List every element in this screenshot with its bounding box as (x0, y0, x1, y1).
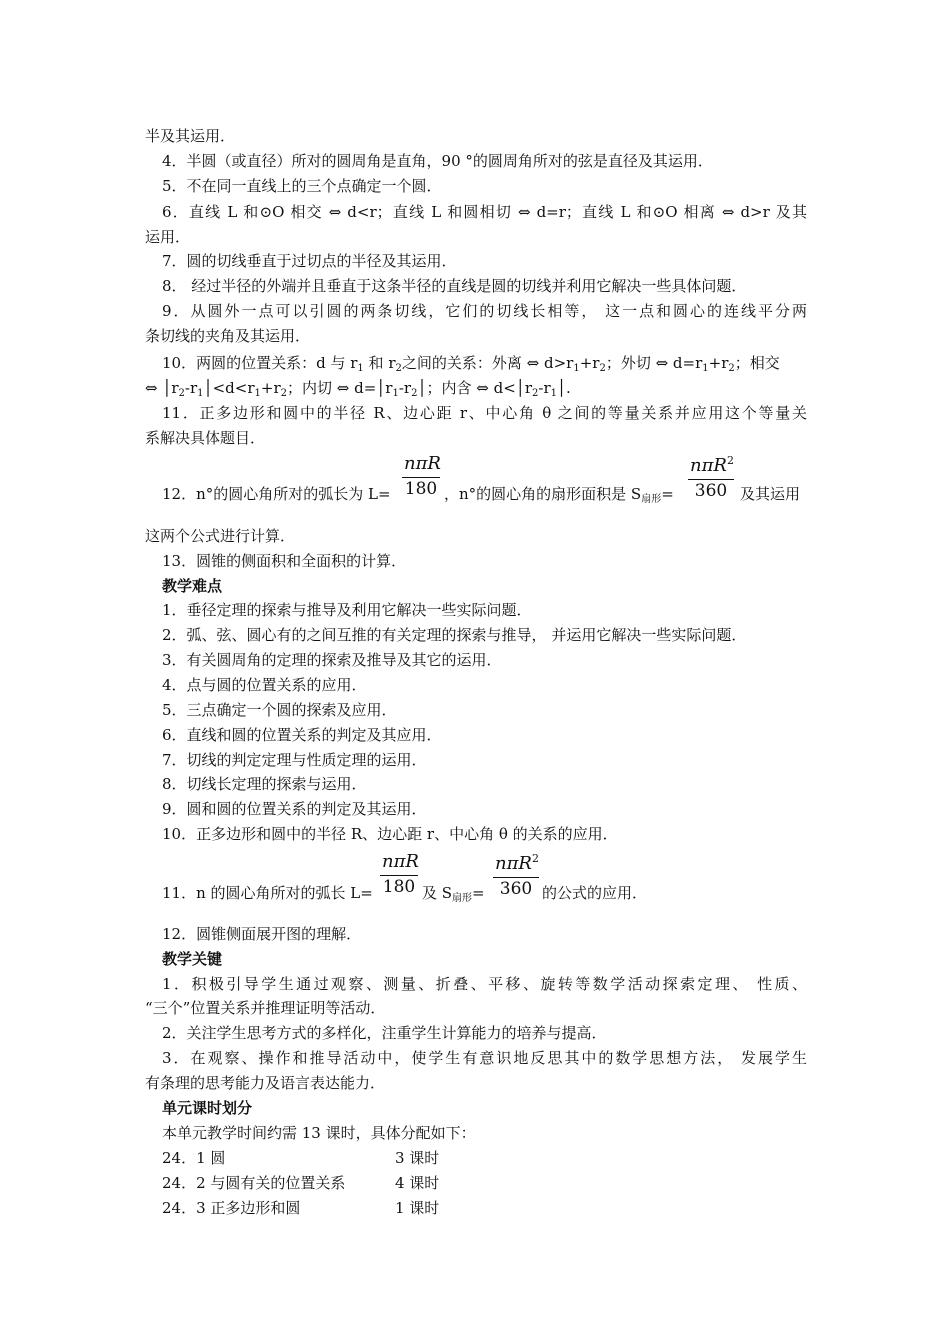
schedule-label: 24．2 与圆有关的位置关系 (162, 1174, 346, 1192)
text-fragment: -r (184, 379, 198, 397)
text-line: 8．切线长定理的探索与运用． (162, 775, 367, 793)
superscript: 2 (726, 454, 734, 467)
fraction-numerator: nπR (402, 453, 440, 478)
text-line: 有条理的思考能力及语言表达能力． (145, 1074, 386, 1092)
fraction-denominator: 180 (404, 479, 438, 499)
subscript: 扇形 (452, 893, 473, 904)
text-line: 9．圆和圆的位置关系的判定及其运用． (162, 800, 427, 818)
superscript: 2 (531, 852, 539, 865)
section-heading-difficulties: 教学难点 (162, 577, 223, 595)
text-fragment: +r (260, 379, 281, 397)
text-line: 3．有关圆周角的定理的探索及推导及其它的运用． (162, 651, 502, 669)
arc-length-fraction (380, 851, 418, 898)
schedule-hours: 4 课时 (395, 1174, 440, 1192)
section-heading-schedule: 单元课时划分 (162, 1099, 253, 1117)
fraction-numerator: nπR (380, 851, 418, 876)
text-fragment: 及 $S_{扇形}=$ (422, 884, 485, 904)
subscript: 2 (411, 388, 418, 399)
text-fragment: ；内切 ⇔ d=│r (287, 379, 393, 397)
schedule-label: 24．1 圆 (162, 1149, 226, 1167)
subscript: 2 (280, 388, 287, 399)
subscript: 2 (178, 388, 185, 399)
text-line: 系解决具体题目． (145, 429, 266, 447)
text-line: 1．积极引导学生通过观察、测量、折叠、平移、旋转等数学活动探索定理、 性质、 (162, 975, 807, 993)
text-line: 9．从圆外一点可以引圆的两条切线，它们的切线长相等， 这一点和圆心的连线平分两 (162, 302, 807, 320)
text-line-circle-relation (162, 353, 807, 379)
text-fragment: 12．n°的圆心角所对的弧长为 L= (162, 485, 391, 503)
fraction-denominator: 360 (499, 879, 533, 899)
text-line: 这两个公式进行计算． (145, 527, 296, 545)
text-fragment: │；内含 ⇔ d<│r (417, 379, 532, 397)
subscript: 2 (599, 363, 606, 374)
schedule-row (162, 1198, 827, 1218)
subscript: 1 (573, 363, 580, 374)
text-fragment: ；相交 (734, 354, 780, 372)
text-fragment: 10．两圆的位置关系：d 与 r (162, 354, 358, 372)
text-line: 半及其运用． (145, 127, 236, 145)
fraction-numerator: nπR (690, 455, 727, 476)
text-line: 6．直线和圆的位置关系的判定及其应用． (162, 726, 442, 744)
text-fragment: 及其运用 (740, 485, 801, 503)
schedule-hours: 3 课时 (395, 1149, 440, 1167)
text-fragment: │<d<r (203, 379, 255, 397)
subscript: 2 (728, 363, 735, 374)
subscript: 1 (392, 388, 399, 399)
subscript: 2 (532, 388, 539, 399)
subscript: 1 (357, 363, 364, 374)
text-line: 10．正多边形和圆中的半径 R、边心距 r、中心角 θ 的关系的应用． (162, 825, 618, 843)
text-fragment: ⇔ │r (145, 379, 179, 397)
text-fragment: 之间的关系：外离 ⇔ d>r (401, 354, 574, 372)
text-line: 4．半圆（或直径）所对的圆周角是直角，90 °的圆周角所对的弦是直径及其运用． (162, 152, 713, 170)
text-line: 5．不在同一直线上的三个点确定一个圆． (162, 177, 442, 195)
subscript: 1 (702, 363, 709, 374)
section-heading-key-points: 教学关键 (162, 950, 223, 968)
text-line: 3．在观察、操作和推导活动中，使学生有意识地反思其中的数学思想方法， 发展学生 (162, 1049, 807, 1067)
text-line: 2．弧、弦、圆心有的之间互推的有关定理的探索与推导， 并运用它解决一些实际问题． (162, 626, 747, 644)
text-line: 13．圆锥的侧面积和全面积的计算． (162, 552, 407, 570)
text-fragment: 的公式的应用． (542, 884, 648, 902)
text-fragment: 和 r (363, 354, 396, 372)
text-fragment: +r (708, 354, 729, 372)
text-line: 6．直线 L 和⊙O 相交 ⇔ d<r；直线 L 和圆相切 ⇔ d=r；直线 L 和⊙O 相离 ⇔ d>r 及其 (162, 203, 807, 221)
schedule-row (162, 1148, 827, 1168)
sector-area-fraction (493, 848, 539, 900)
text-line: 7．切线的判定定理与性质定理的运用． (162, 751, 427, 769)
sector-area-fraction (688, 450, 734, 502)
text-fragment: -r (398, 379, 412, 397)
fraction-denominator: 360 (694, 481, 728, 501)
text-line: 7．圆的切线垂直于过切点的半径及其运用． (162, 252, 457, 270)
text-line: 1．垂径定理的探索与推导及利用它解决一些实际问题． (162, 601, 532, 619)
text-line: 本单元教学时间约需 13 课时，具体分配如下： (162, 1124, 476, 1142)
schedule-hours: 1 课时 (395, 1199, 440, 1217)
text-fragment: ，n°的圆心角的扇形面积是 $S_{扇形}=$ (444, 485, 674, 505)
text-fragment: │. (557, 379, 571, 397)
text-fragment: +r (579, 354, 600, 372)
schedule-label: 24．3 正多边形和圆 (162, 1199, 301, 1217)
text-line: 12．圆锥侧面展开图的理解． (162, 925, 362, 943)
subscript: 1 (197, 388, 204, 399)
text-line: 运用． (145, 228, 191, 246)
text-line: 2．关注学生思考方式的多样化，注重学生计算能力的培养与提高． (162, 1024, 607, 1042)
fraction-denominator: 180 (382, 877, 416, 897)
subscript: 1 (254, 388, 261, 399)
fraction-numerator: nπR (495, 853, 532, 874)
arc-length-fraction (402, 453, 440, 500)
schedule-row (162, 1173, 827, 1193)
text-line: 11．正多边形和圆中的半径 R、边心距 r、中心角 θ 之间的等量关系并应用这个等量关 (162, 404, 807, 422)
text-fragment: 11．n 的圆心角所对的弧长 L= (162, 884, 373, 902)
text-line: 条切线的夹角及其运用． (145, 327, 311, 345)
text-line: 8． 经过半径的外端并且垂直于这条半径的直线是圆的切线并利用它解决一些具体问题． (162, 277, 747, 295)
text-line: “三个”位置关系并推理证明等活动． (145, 999, 386, 1017)
text-line: 4．点与圆的位置关系的应用． (162, 676, 367, 694)
subscript: 2 (395, 363, 402, 374)
text-line: 5．三点确定一个圆的探索及应用． (162, 701, 397, 719)
text-fragment: ；外切 ⇔ d=r (605, 354, 703, 372)
text-line-circle-relation-cont (145, 378, 810, 404)
text-fragment: -r (538, 379, 551, 397)
subscript: 扇形 (641, 494, 662, 505)
subscript: 1 (550, 388, 557, 399)
